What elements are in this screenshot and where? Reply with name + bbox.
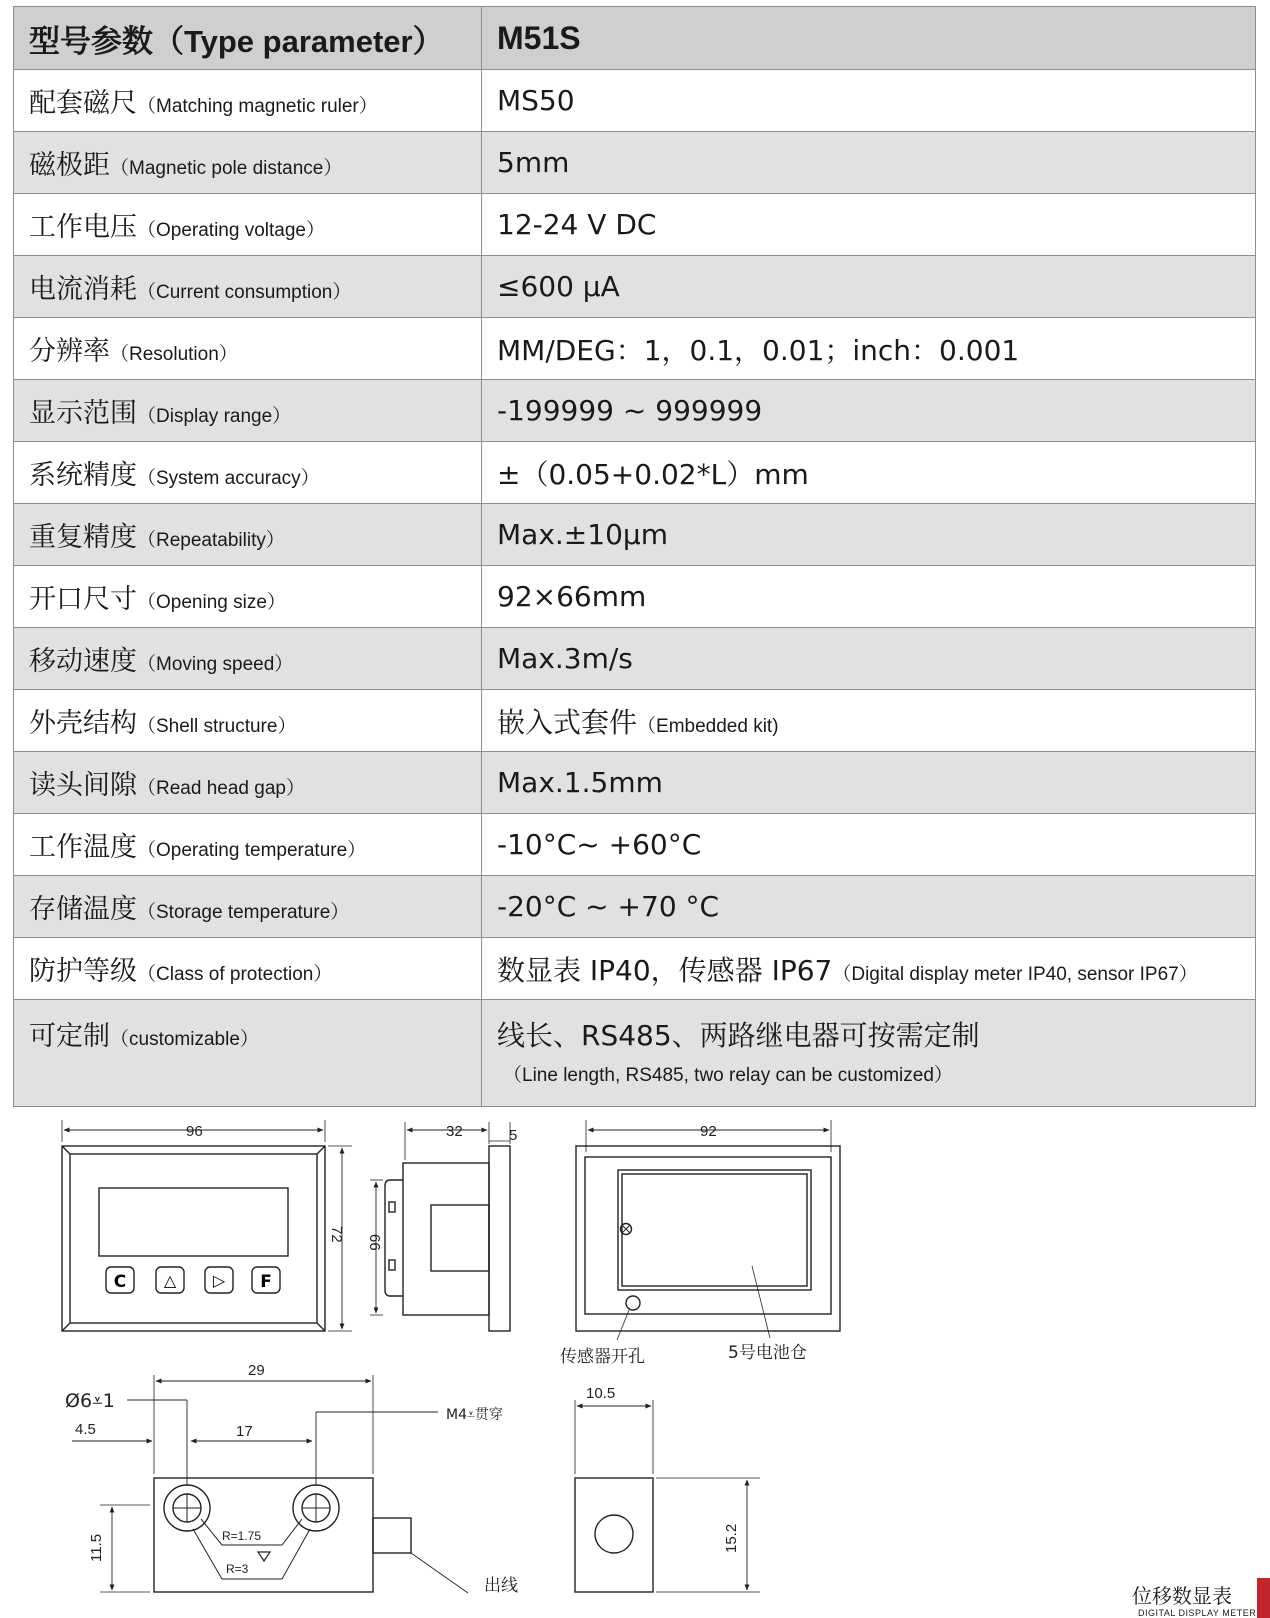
param-en: （Repeatability） <box>137 530 285 551</box>
sensor-offset-label: 4.5 <box>75 1421 96 1438</box>
param-en: （Read head gap） <box>137 778 305 799</box>
param-value: -10°C~ +60°C <box>497 828 702 861</box>
footer-brand <box>1120 1578 1270 1618</box>
param-value: 线长、RS485、两路继电器可按需定制 <box>497 1019 980 1052</box>
button-right-label: ▷ <box>212 1271 226 1290</box>
param-value: 5mm <box>497 146 570 179</box>
param-en: （Current consumption） <box>137 282 352 303</box>
side-view-drawing <box>370 1122 510 1331</box>
param-zh: 外壳结构 <box>29 708 137 739</box>
param-value: 数显表 IP40，传感器 IP67 <box>497 953 833 987</box>
footer-red-tab <box>1257 1578 1270 1618</box>
r1-label: R=1.75 <box>222 1529 262 1543</box>
param-value-en: （Embedded kit) <box>637 715 779 737</box>
param-zh: 磁极距 <box>29 150 110 181</box>
drawing-labels <box>65 1123 807 1596</box>
param-en: （Storage temperature） <box>137 902 350 923</box>
param-value: ±（0.05+0.02*L）mm <box>497 457 809 491</box>
param-zh: 显示范围 <box>29 398 137 429</box>
sensor-side-drawing <box>575 1400 760 1592</box>
param-en: （Class of protection） <box>137 964 333 985</box>
param-en: （Magnetic pole distance） <box>110 158 343 179</box>
param-zh: 移动速度 <box>29 646 137 677</box>
param-value: Max.1.5mm <box>497 766 663 799</box>
counterbore-label: Ø6⩡1 <box>65 1390 115 1412</box>
front-width-label: 96 <box>186 1123 203 1140</box>
side-height-label: 66 <box>366 1234 383 1251</box>
param-en: （Display range） <box>137 406 292 427</box>
param-zh: 工作电压 <box>29 212 137 243</box>
r2-label: R=3 <box>226 1562 249 1576</box>
back-view-drawing <box>576 1120 840 1340</box>
param-zh: 配套磁尺 <box>29 88 137 119</box>
param-en: （Resolution） <box>110 344 238 365</box>
sensor-hole-label: 传感器开孔 <box>560 1347 645 1367</box>
param-value: Max.±10μm <box>497 518 668 551</box>
front-height-label: 72 <box>328 1226 345 1243</box>
param-en: （Moving speed） <box>137 654 294 675</box>
battery-label: 5号电池仓 <box>728 1343 807 1363</box>
button-up-label: △ <box>163 1271 177 1290</box>
param-zh: 防护等级 <box>29 956 137 987</box>
header-model-cell: M51S <box>482 7 1256 70</box>
param-zh: 电流消耗 <box>29 274 137 305</box>
back-width-label: 92 <box>700 1123 717 1140</box>
param-value: 92×66mm <box>497 580 647 613</box>
sensor-front-drawing <box>72 1375 468 1593</box>
param-zh: 存储温度 <box>29 894 137 925</box>
sensor-height-label: 11.5 <box>88 1533 105 1562</box>
param-en: （customizable） <box>110 1029 259 1050</box>
param-en: （Operating voltage） <box>137 220 325 241</box>
footer-title: 位移数显表 <box>1132 1584 1232 1608</box>
param-zh: 可定制 <box>29 1021 110 1052</box>
param-en: （Opening size） <box>137 592 286 613</box>
param-zh: 系统精度 <box>29 460 137 491</box>
param-value: -199999 ~ 999999 <box>497 394 763 427</box>
sensor-side-height-label: 15.2 <box>723 1523 740 1553</box>
param-zh: 工作温度 <box>29 832 137 863</box>
param-en: （Operating temperature） <box>137 840 367 861</box>
front-view-drawing <box>62 1120 352 1331</box>
param-value: 嵌入式套件 <box>497 705 638 739</box>
side-flange-label: 5 <box>509 1127 518 1144</box>
header-param-cell: 型号参数（Type parameter） <box>14 7 482 70</box>
param-value: MM/DEG：1，0.1，0.01；inch：0.001 <box>497 333 1020 367</box>
param-zh: 读头间隙 <box>29 770 137 801</box>
param-value: ≤600 μA <box>497 270 620 303</box>
param-en: （Matching magnetic ruler） <box>137 96 378 117</box>
through-hole-label: M4⩡贯穿 <box>446 1407 503 1423</box>
param-value: MS50 <box>497 84 575 117</box>
param-en: （System accuracy） <box>137 468 320 489</box>
param-zh: 重复精度 <box>29 522 137 553</box>
footer-subtitle: DIGITAL DISPLAY METER <box>1138 1608 1257 1618</box>
button-c-label: C <box>113 1272 127 1292</box>
sensor-length-label: 29 <box>248 1362 265 1379</box>
lcd-window <box>99 1188 288 1256</box>
param-zh: 开口尺寸 <box>29 584 137 615</box>
side-depth-label: 32 <box>446 1123 463 1140</box>
param-zh: 分辨率 <box>29 336 110 367</box>
sensor-side-width-label: 10.5 <box>586 1385 616 1402</box>
param-en: （Shell structure） <box>137 716 297 737</box>
param-value: -20°C ~ +70 °C <box>497 890 720 923</box>
param-value: Max.3m/s <box>497 642 633 675</box>
param-value-sub: （Line length, RS485, two relay can be customized） <box>503 1065 953 1086</box>
param-value: 12-24 V DC <box>497 208 657 241</box>
button-f-label: F <box>260 1272 272 1292</box>
sensor-pitch-label: 17 <box>236 1423 253 1440</box>
cable-label: 出线 <box>484 1576 518 1596</box>
param-value-en: （Digital display meter IP40, sensor IP67） <box>832 963 1198 985</box>
